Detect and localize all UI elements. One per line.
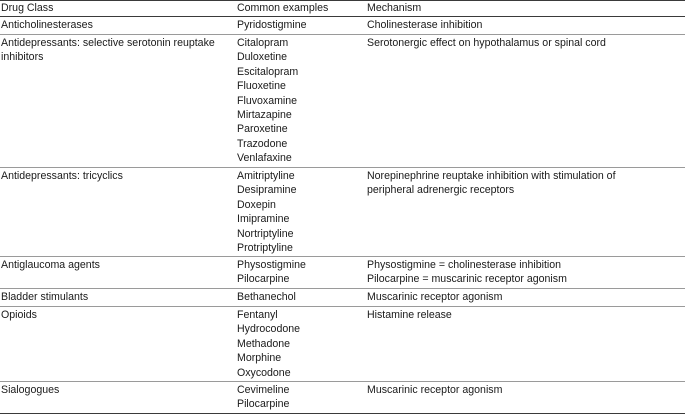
example-drug: Duloxetine — [237, 51, 288, 64]
drug-class-cell — [1, 308, 226, 322]
example-drug: Venlafaxine — [237, 152, 292, 165]
example-drug: Desipramine — [237, 184, 297, 197]
example-drug: Pilocarpine — [237, 273, 290, 286]
drug-class-cell — [1, 258, 226, 272]
mechanism-line: Serotonergic effect on hypothalamus or spinal cord — [367, 37, 606, 49]
example-drug: Oxycodone — [237, 366, 291, 379]
row-divider — [0, 288, 685, 289]
mechanism-line: Norepinephrine reuptake inhibition with stimulation of — [367, 170, 616, 182]
drug-class-cell — [1, 383, 226, 397]
row-divider — [0, 381, 685, 382]
example-drug: Mirtazapine — [237, 109, 292, 122]
example-drug: Fluoxetine — [237, 80, 286, 93]
example-drug: Escitalopram — [237, 65, 299, 78]
mechanism-line: peripheral adrenergic receptors — [367, 184, 515, 197]
header-drug-class: Drug Class — [1, 2, 54, 14]
mechanism-line: Histamine release — [367, 309, 452, 321]
example-drug: Paroxetine — [237, 123, 288, 136]
example-drug: Pilocarpine — [237, 398, 290, 411]
mechanism-cell — [367, 36, 683, 50]
row-divider — [0, 167, 685, 168]
drug-class-line: Bladder stimulants — [1, 291, 89, 303]
examples-cell — [237, 36, 357, 166]
mechanism-line: Muscarinic receptor agonism — [367, 291, 503, 303]
mechanism-cell — [367, 169, 683, 198]
mechanism-line: Pilocarpine = muscarinic receptor agonism — [367, 273, 567, 286]
example-drug: Fluvoxamine — [237, 94, 298, 107]
example-drug: Physostigmine — [237, 259, 306, 271]
example-drug: Cevimeline — [237, 384, 290, 396]
example-drug: Fentanyl — [237, 309, 278, 321]
mechanism-line: Physostigmine = cholinesterase inhibition — [367, 259, 562, 271]
example-drug: Pyridostigmine — [237, 19, 307, 31]
drug-class-line: Anticholinesterases — [1, 19, 93, 31]
examples-cell — [237, 169, 357, 255]
mechanism-cell — [367, 258, 683, 287]
drug-class-line: Opioids — [1, 309, 37, 321]
example-drug: Trazodone — [237, 137, 288, 150]
mechanism-cell — [367, 383, 683, 397]
examples-cell — [237, 290, 357, 304]
row-divider — [0, 306, 685, 307]
example-drug: Morphine — [237, 352, 282, 365]
drug-class-line: Antiglaucoma agents — [1, 259, 100, 271]
header-bottom-rule — [0, 16, 685, 17]
drug-class-line: Sialogogues — [1, 384, 60, 396]
example-drug: Doxepin — [237, 198, 276, 211]
example-drug: Nortriptyline — [237, 227, 294, 240]
example-drug: Imipramine — [237, 213, 290, 226]
drug-class-cell — [1, 290, 226, 304]
header-common-examples: Common examples — [237, 2, 329, 14]
example-drug: Methadone — [237, 337, 291, 350]
examples-cell — [237, 308, 357, 380]
example-drug: Hydrocodone — [237, 323, 301, 336]
row-divider — [0, 34, 685, 35]
mechanism-cell — [367, 290, 683, 304]
row-divider — [0, 256, 685, 257]
mechanism-cell — [367, 18, 683, 32]
examples-cell — [237, 18, 357, 32]
drug-class-line: Antidepressants: tricyclics — [1, 170, 123, 182]
mechanism-line: Muscarinic receptor agonism — [367, 384, 503, 396]
example-drug: Amitriptyline — [237, 170, 295, 182]
header-mechanism: Mechanism — [367, 2, 422, 14]
example-drug: Protriptyline — [237, 242, 293, 255]
mechanism-line: Cholinesterase inhibition — [367, 19, 483, 31]
examples-cell — [237, 258, 357, 287]
drug-class-cell — [1, 169, 226, 183]
drug-class-line: Antidepressants: selective serotonin reuptake — [1, 37, 215, 49]
drug-class-cell — [1, 18, 226, 32]
examples-cell — [237, 383, 357, 412]
drug-class-cell — [1, 36, 226, 65]
drug-class-line: inhibitors — [1, 51, 44, 64]
mechanism-cell — [367, 308, 683, 322]
example-drug: Citalopram — [237, 37, 289, 49]
example-drug: Bethanechol — [237, 291, 296, 303]
